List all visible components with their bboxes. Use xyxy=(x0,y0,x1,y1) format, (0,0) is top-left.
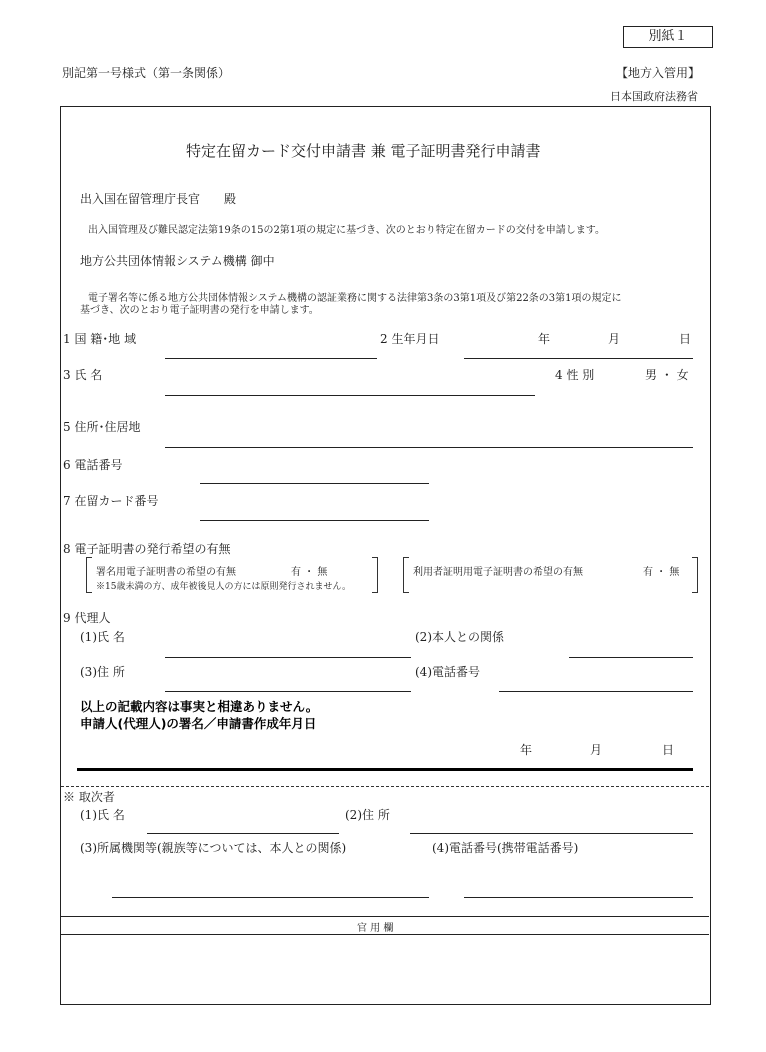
signature-line[interactable] xyxy=(77,768,693,771)
declaration-line1: 以上の記載内容は事実と相違ありません。 xyxy=(80,699,319,714)
agent-name-label: (1)氏 名 xyxy=(80,630,125,644)
office-use-tag: 【地方入管用】 xyxy=(616,66,701,80)
signature-year-label: 年 xyxy=(520,743,533,757)
signature-month-label: 月 xyxy=(590,743,603,757)
sig-cert-bracket-right xyxy=(372,557,378,593)
addressee-immigration: 出入国在留管理庁長官 殿 xyxy=(80,192,237,206)
official-use-label: 官 用 欄 xyxy=(357,923,394,934)
statement-jlis-line2: 基づき、次のとおり電子証明書の発行を申請します。 xyxy=(80,305,319,316)
handler-heading: ※ 取次者 xyxy=(63,790,115,804)
ministry-name: 日本国政府法務省 xyxy=(610,90,698,103)
official-use-divider xyxy=(61,934,709,935)
nationality-input-line[interactable] xyxy=(165,358,377,359)
address-label: 5 住所･住居地 xyxy=(63,420,141,434)
handler-phone-label: (4)電話番号(携帯電話番号) xyxy=(432,841,579,855)
sig-cert-note: ※15歳未満の方、成年被後見人の方には原則発行されません。 xyxy=(96,582,351,592)
handler-affiliation-input-line[interactable] xyxy=(112,897,429,898)
handler-address-input-line[interactable] xyxy=(410,833,693,834)
phone-label: 6 電話番号 xyxy=(63,458,123,472)
dob-year-label: 年 xyxy=(538,332,551,346)
address-input-line[interactable] xyxy=(165,447,693,448)
dob-label: 2 生年月日 xyxy=(380,332,440,346)
dob-input-line[interactable] xyxy=(464,358,693,359)
agent-address-label: (3)住 所 xyxy=(80,665,125,679)
nationality-label: 1 国 籍･地 域 xyxy=(63,332,137,346)
user-cert-options[interactable]: 有 ・ 無 xyxy=(643,567,680,578)
agent-relation-input-line[interactable] xyxy=(569,657,693,658)
declaration-line2: 申請人(代理人)の署名／申請書作成年月日 xyxy=(80,716,317,731)
handler-address-label: (2)住 所 xyxy=(345,808,390,822)
sig-cert-label: 署名用電子証明書の希望の有無 xyxy=(96,567,236,578)
phone-input-line[interactable] xyxy=(200,483,429,484)
dob-month-label: 月 xyxy=(608,332,621,346)
sig-cert-bracket-left xyxy=(86,557,92,593)
agent-name-input-line[interactable] xyxy=(165,657,411,658)
form-style: 別記第一号様式（第一条関係） xyxy=(62,66,231,80)
form-title: 特定在留カード交付申請書 兼 電子証明書発行申請書 xyxy=(186,142,541,160)
statement-immigration: 出入国管理及び難民認定法第19条の15の2第1項の規定に基づき、次のとおり特定在留カードの交付を申請します。 xyxy=(88,225,605,236)
agent-phone-input-line[interactable] xyxy=(499,691,693,692)
agent-relation-label: (2)本人との関係 xyxy=(415,630,504,644)
sex-label: 4 性 別 xyxy=(555,368,595,382)
addressee-jlis: 地方公共団体情報システム機構 御中 xyxy=(80,254,275,268)
handler-name-input-line[interactable] xyxy=(147,833,339,834)
agent-label: 9 代理人 xyxy=(63,611,111,625)
name-input-line[interactable] xyxy=(165,395,535,396)
user-cert-bracket-left xyxy=(403,557,409,593)
cert-request-label: 8 電子証明書の発行希望の有無 xyxy=(63,542,231,556)
name-label: 3 氏 名 xyxy=(63,368,103,382)
official-use-top-line xyxy=(61,916,709,917)
agent-phone-label: (4)電話番号 xyxy=(415,665,480,679)
residence-card-input-line[interactable] xyxy=(200,520,429,521)
statement-jlis-line1: 電子署名等に係る地方公共団体情報システム機構の認証業務に関する法律第3条の3第1項及び第22条の3第1項の規定に xyxy=(88,293,622,304)
user-cert-bracket-right xyxy=(692,557,698,593)
sex-options[interactable]: 男 ・ 女 xyxy=(645,368,689,382)
signature-day-label: 日 xyxy=(662,743,675,757)
handler-separator xyxy=(61,786,709,787)
agent-address-input-line[interactable] xyxy=(165,691,411,692)
dob-day-label: 日 xyxy=(679,332,692,346)
user-cert-label: 利用者証明用電子証明書の希望の有無 xyxy=(413,567,583,578)
sig-cert-options[interactable]: 有 ・ 無 xyxy=(291,567,328,578)
attachment-label: 別紙１ xyxy=(623,26,713,48)
handler-phone-input-line[interactable] xyxy=(464,897,693,898)
handler-affiliation-label: (3)所属機関等(親族等については、本人との関係) xyxy=(80,841,347,855)
handler-name-label: (1)氏 名 xyxy=(80,808,125,822)
residence-card-label: 7 在留カード番号 xyxy=(63,494,159,508)
